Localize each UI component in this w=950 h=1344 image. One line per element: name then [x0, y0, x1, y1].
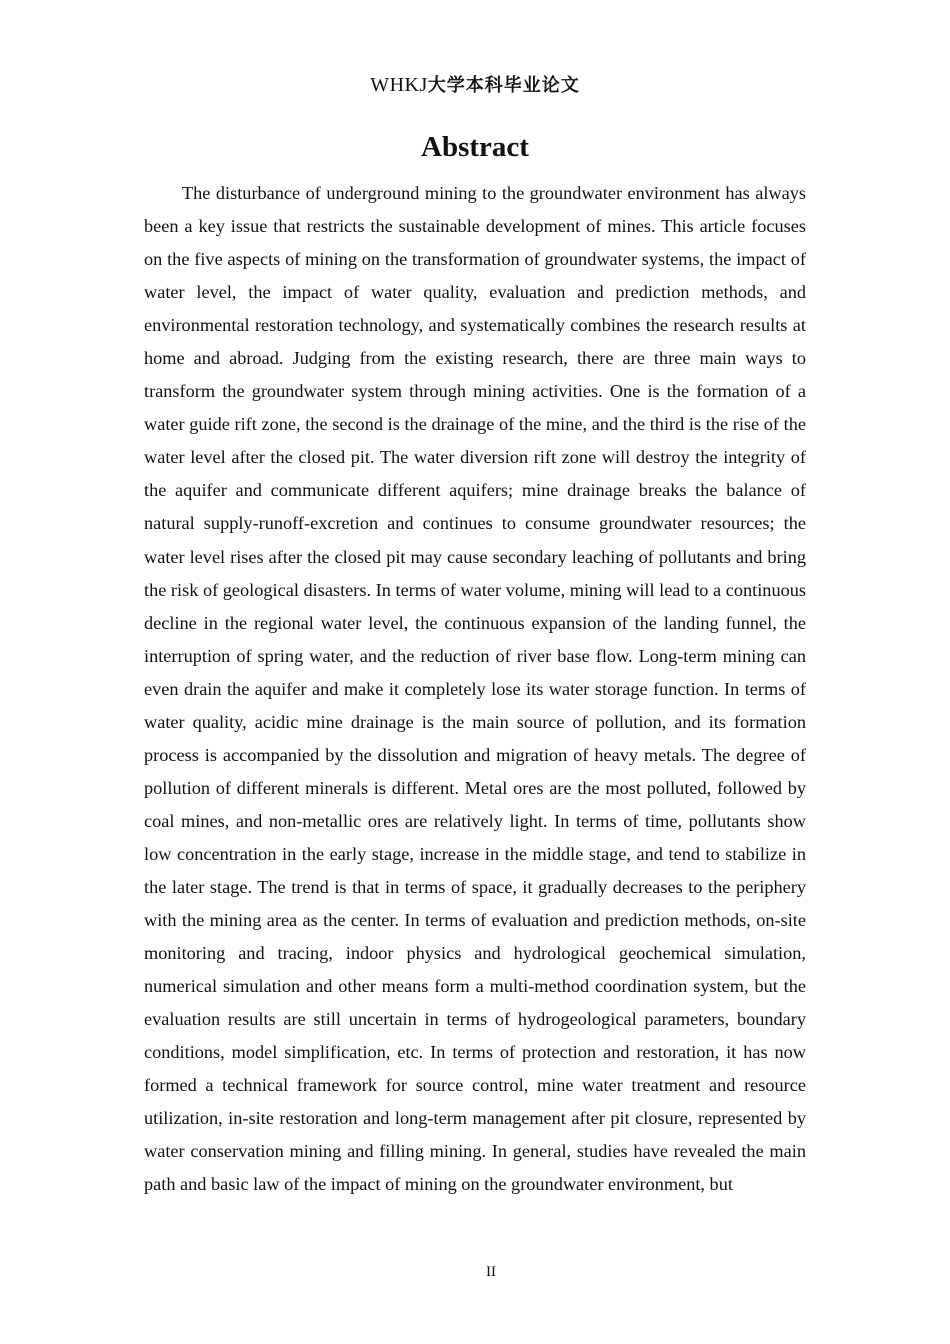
- running-header: [0, 72, 950, 99]
- running-header-university-title: 大学本科毕业论文: [427, 75, 580, 96]
- abstract-paragraph: The disturbance of underground mining to the groundwater environment has always been a key issue that restricts the sustainable development of mines. This article focuses on the five aspects of mining on the transformation of groundwater systems, the impact of water level, the impact of water quality, evaluation and prediction methods, and environmental restoration technology, and systematically combines the research results at home and abroad. Judging from the existing research, there are three main ways to transform the groundwater system through mining activities. One is the formation of a water guide rift zone, the second is the drainage of the mine, and the third is the rise of the water level after the closed pit. The water diversion rift zone will destroy the integrity of the aquifer and communicate different aquifers; mine drainage breaks the balance of natural supply-runoff-excretion and continues to consume groundwater resources; the water level rises after the closed pit may cause secondary leaching of pollutants and bring the risk of geological disasters. In terms of water volume, mining will lead to a continuous decline in the regional water level, the continuous expansion of the landing funnel, the interruption of spring water, and the reduction of river base flow. Long-term mining can even drain the aquifer and make it completely lose its water storage function. In terms of water quality, acidic mine drainage is the main source of pollution, and its formation process is accompanied by the dissolution and migration of heavy metals. The degree of pollution of different minerals is different. Metal ores are the most polluted, followed by coal mines, and non-metallic ores are relatively light. In terms of time, pollutants show low concentration in the early stage, increase in the middle stage, and tend to stabilize in the later stage. The trend is that in terms of space, it gradually decreases to the periphery with the mining area as the center. In terms of evaluation and prediction methods, on-site monitoring and tracing, indoor physics and hydrological geochemical simulation, numerical simulation and other means form a multi-method coordination system, but the evaluation results are still uncertain in terms of hydrogeological parameters, boundary conditions, model simplification, etc. In terms of protection and restoration, it has now formed a technical framework for source control, mine water treatment and resource utilization, in-site restoration and long-term management after pit closure, represented by water conservation mining and filling mining. In general, studies have revealed the main path and basic law of the impact of mining on the groundwater environment, but: [144, 183, 806, 1195]
- abstract-title: Abstract: [421, 131, 529, 163]
- page-number: II: [486, 1264, 496, 1280]
- running-header-prefix: WHKJ: [370, 74, 428, 96]
